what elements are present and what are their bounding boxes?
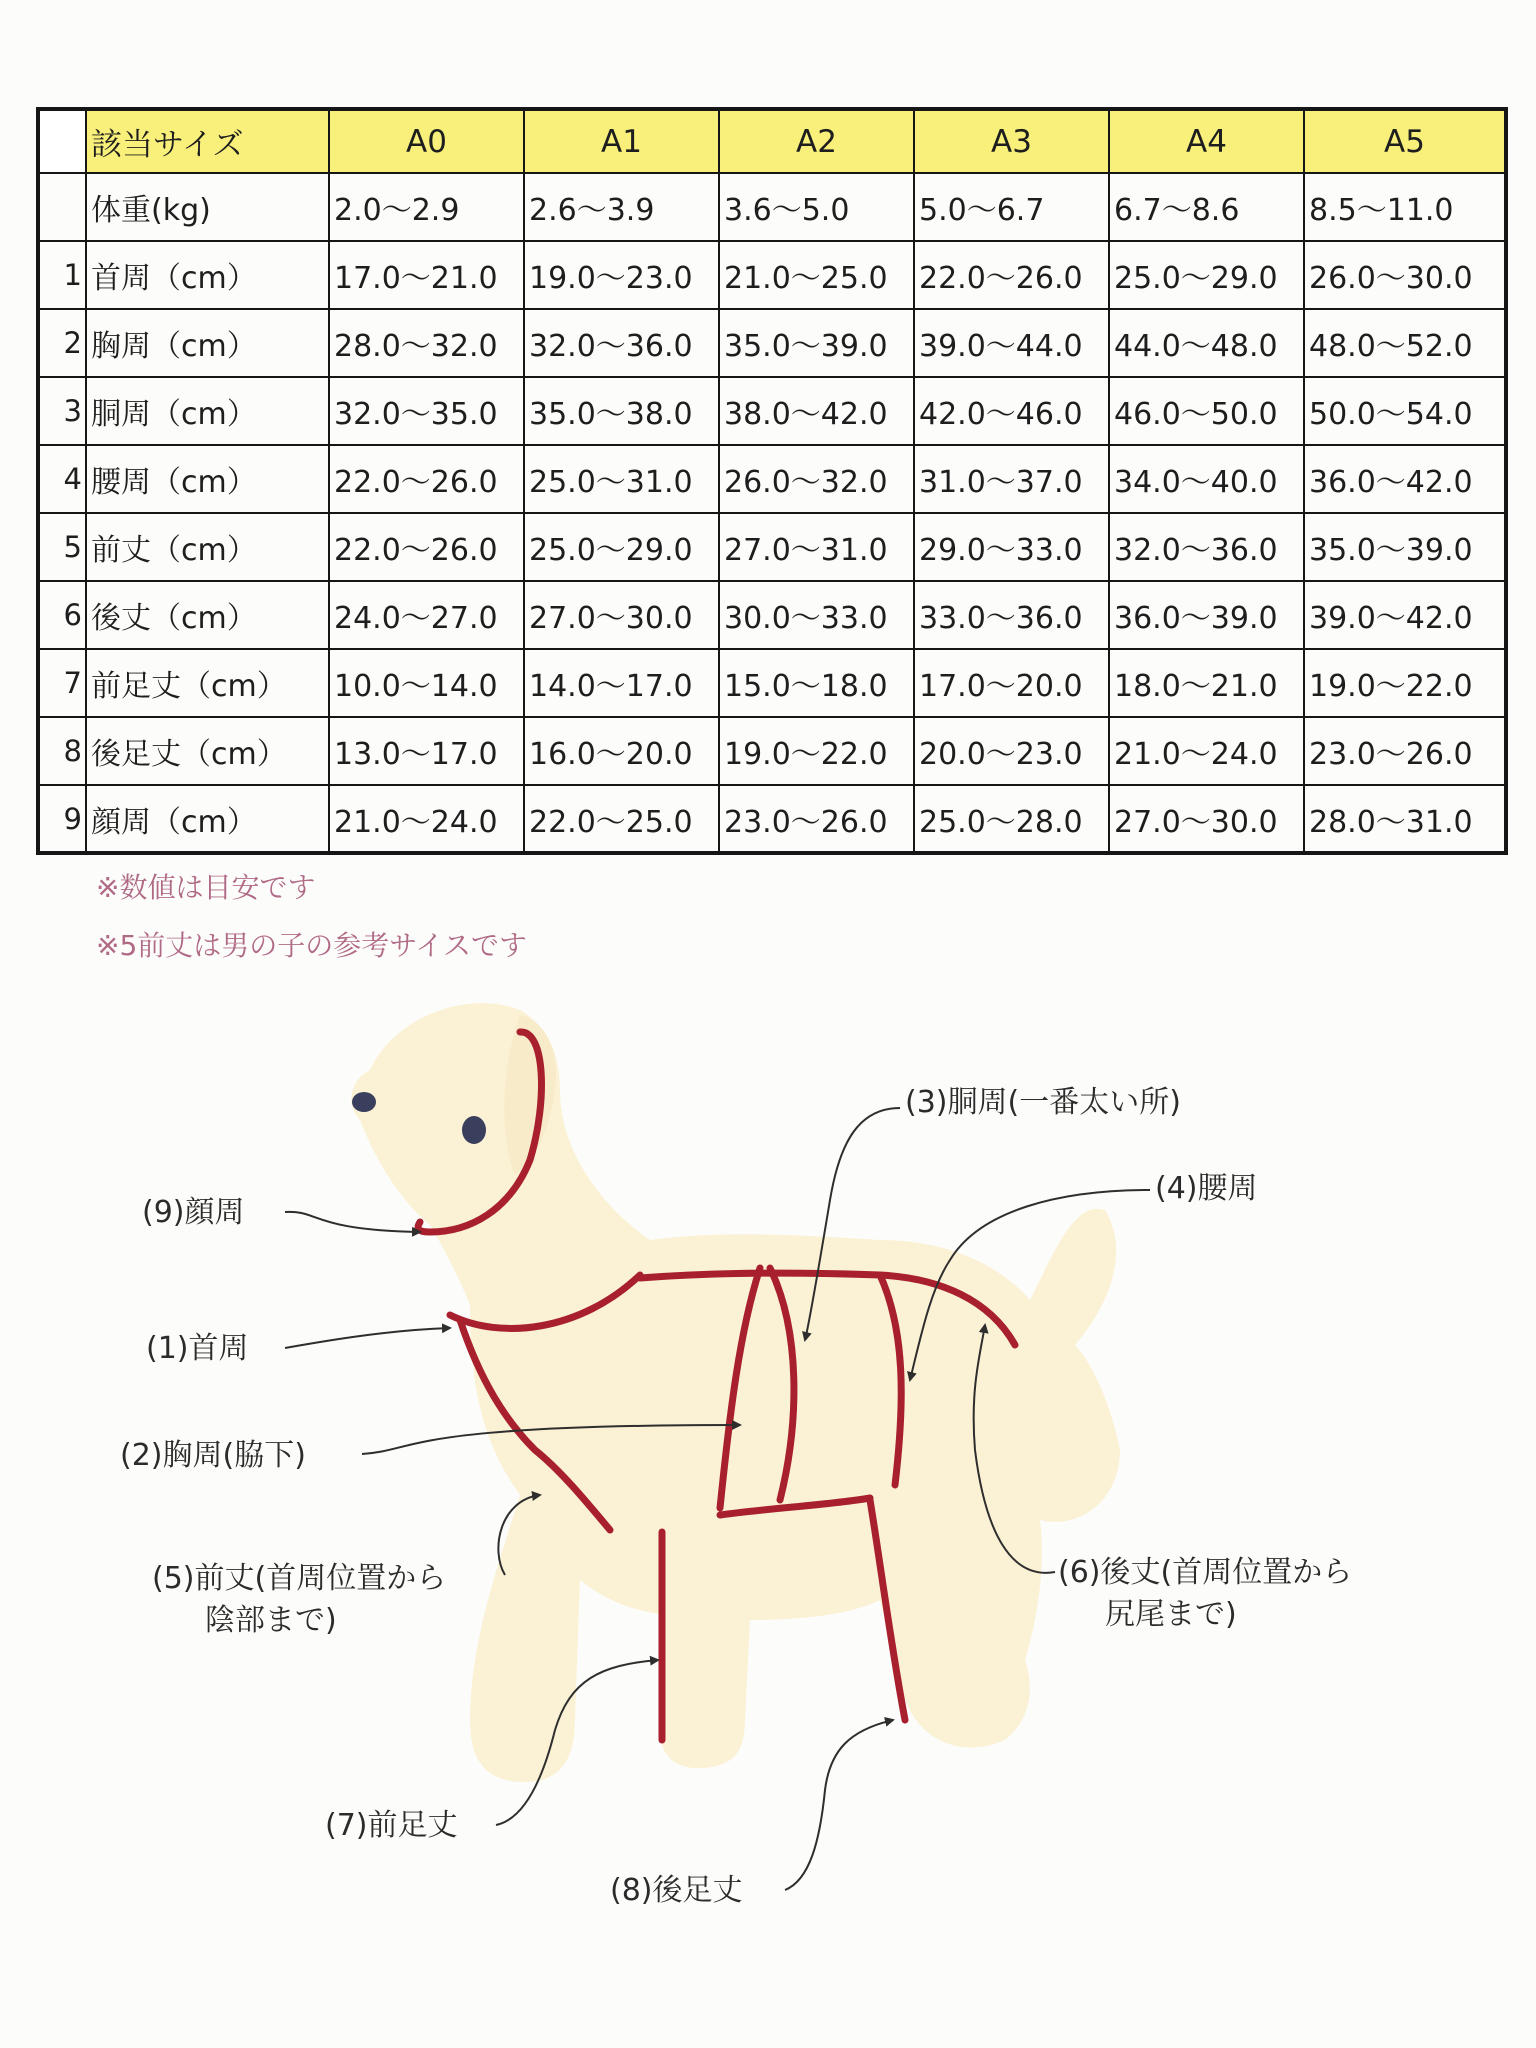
weight-value: 2.0〜2.9 — [329, 173, 524, 241]
measurement-value: 35.0〜38.0 — [524, 377, 719, 445]
measurement-row — [38, 309, 1506, 377]
measurement-value: 42.0〜46.0 — [914, 377, 1109, 445]
measurement-value: 16.0〜20.0 — [524, 717, 719, 785]
measurement-row — [38, 513, 1506, 581]
measurement-value: 25.0〜29.0 — [1109, 241, 1304, 309]
label-back-length-2: 尻尾まで) — [1105, 1597, 1237, 1632]
measurement-row — [38, 377, 1506, 445]
weight-value: 3.6〜5.0 — [719, 173, 914, 241]
measurement-value: 19.0〜22.0 — [1304, 649, 1506, 717]
size-code-a4: A4 — [1109, 109, 1304, 173]
row-number: 3 — [38, 377, 86, 445]
measurement-label: 首周（cm） — [86, 241, 329, 309]
label-front-leg-length: (7)前足丈 — [325, 1808, 458, 1843]
measurement-value: 22.0〜25.0 — [524, 785, 719, 853]
size-code-a0: A0 — [329, 109, 524, 173]
row-number: 8 — [38, 717, 86, 785]
neck-pointer — [285, 1328, 450, 1348]
dog-eye — [462, 1116, 486, 1144]
measurement-value: 13.0〜17.0 — [329, 717, 524, 785]
measurement-value: 34.0〜40.0 — [1109, 445, 1304, 513]
measurement-label: 胸周（cm） — [86, 309, 329, 377]
measurement-value: 26.0〜30.0 — [1304, 241, 1506, 309]
face-pointer — [285, 1212, 420, 1232]
row-number: 7 — [38, 649, 86, 717]
measurement-value: 25.0〜31.0 — [524, 445, 719, 513]
weight-value: 8.5〜11.0 — [1304, 173, 1506, 241]
row-number: 5 — [38, 513, 86, 581]
label-face-circumference: (9)顔周 — [142, 1195, 245, 1230]
measurement-row — [38, 581, 1506, 649]
measurement-label: 前足丈（cm） — [86, 649, 329, 717]
measurement-value: 18.0〜21.0 — [1109, 649, 1304, 717]
measurement-value: 39.0〜44.0 — [914, 309, 1109, 377]
note-front-length: ※5前丈は男の子の参考サイスです — [96, 929, 528, 962]
measurement-value: 28.0〜31.0 — [1304, 785, 1506, 853]
measurement-row — [38, 241, 1506, 309]
label-chest-circumference: (2)胸周(脇下) — [120, 1438, 306, 1473]
measurement-row — [38, 445, 1506, 513]
measurement-value: 28.0〜32.0 — [329, 309, 524, 377]
corner-cell — [38, 109, 86, 173]
measurement-value: 35.0〜39.0 — [1304, 513, 1506, 581]
row-number: 9 — [38, 785, 86, 853]
size-code-a1: A1 — [524, 109, 719, 173]
size-header-label: 該当サイズ — [86, 109, 329, 173]
measurement-value: 15.0〜18.0 — [719, 649, 914, 717]
dog-measurement-diagram — [0, 960, 1536, 2048]
measurement-value: 10.0〜14.0 — [329, 649, 524, 717]
measurement-value: 19.0〜22.0 — [719, 717, 914, 785]
measurement-value: 21.0〜24.0 — [1109, 717, 1304, 785]
row-number: 6 — [38, 581, 86, 649]
measurement-value: 25.0〜28.0 — [914, 785, 1109, 853]
dog-nose — [352, 1092, 376, 1112]
weight-row — [38, 173, 1506, 241]
measurement-label: 前丈（cm） — [86, 513, 329, 581]
measurement-value: 29.0〜33.0 — [914, 513, 1109, 581]
measurement-value: 23.0〜26.0 — [1304, 717, 1506, 785]
weight-row-label: 体重(kg) — [86, 173, 329, 241]
measurement-value: 22.0〜26.0 — [914, 241, 1109, 309]
measurement-value: 39.0〜42.0 — [1304, 581, 1506, 649]
weight-value: 2.6〜3.9 — [524, 173, 719, 241]
size-chart-body — [38, 109, 1506, 853]
measurement-value: 33.0〜36.0 — [914, 581, 1109, 649]
measurement-value: 26.0〜32.0 — [719, 445, 914, 513]
label-front-length-2: 陰部まで) — [205, 1603, 337, 1638]
size-code-a3: A3 — [914, 109, 1109, 173]
measurement-label: 胴周（cm） — [86, 377, 329, 445]
measurement-value: 50.0〜54.0 — [1304, 377, 1506, 445]
weight-value: 5.0〜6.7 — [914, 173, 1109, 241]
size-chart-table — [36, 107, 1508, 855]
measurement-value: 22.0〜26.0 — [329, 513, 524, 581]
measurement-row — [38, 717, 1506, 785]
measurement-value: 38.0〜42.0 — [719, 377, 914, 445]
measurement-value: 20.0〜23.0 — [914, 717, 1109, 785]
label-front-length-1: (5)前丈(首周位置から — [152, 1561, 447, 1596]
row-number: 1 — [38, 241, 86, 309]
measurement-value: 35.0〜39.0 — [719, 309, 914, 377]
measurement-value: 21.0〜24.0 — [329, 785, 524, 853]
row-number: 2 — [38, 309, 86, 377]
measurement-value: 14.0〜17.0 — [524, 649, 719, 717]
measurement-value: 30.0〜33.0 — [719, 581, 914, 649]
measurement-value: 25.0〜29.0 — [524, 513, 719, 581]
measurement-value: 31.0〜37.0 — [914, 445, 1109, 513]
measurement-label: 顔周（cm） — [86, 785, 329, 853]
measurement-value: 22.0〜26.0 — [329, 445, 524, 513]
label-back-length-1: (6)後丈(首周位置から — [1058, 1555, 1353, 1590]
measurement-value: 17.0〜20.0 — [914, 649, 1109, 717]
measurement-label: 腰周（cm） — [86, 445, 329, 513]
weight-row-num — [38, 173, 86, 241]
measurement-value: 19.0〜23.0 — [524, 241, 719, 309]
measurement-value: 27.0〜30.0 — [524, 581, 719, 649]
weight-value: 6.7〜8.6 — [1109, 173, 1304, 241]
measurement-value: 23.0〜26.0 — [719, 785, 914, 853]
measurement-value: 36.0〜42.0 — [1304, 445, 1506, 513]
row-number: 4 — [38, 445, 86, 513]
size-code-a5: A5 — [1304, 109, 1506, 173]
measurement-value: 17.0〜21.0 — [329, 241, 524, 309]
measurement-value: 27.0〜30.0 — [1109, 785, 1304, 853]
measurement-value: 36.0〜39.0 — [1109, 581, 1304, 649]
measurement-value: 21.0〜25.0 — [719, 241, 914, 309]
measurement-row — [38, 649, 1506, 717]
measurement-row — [38, 785, 1506, 853]
measurement-value: 46.0〜50.0 — [1109, 377, 1304, 445]
back-leg-pointer — [785, 1720, 893, 1890]
measurement-label: 後丈（cm） — [86, 581, 329, 649]
label-neck-circumference: (1)首周 — [146, 1331, 249, 1366]
label-back-leg-length: (8)後足丈 — [610, 1873, 743, 1908]
measurement-value: 48.0〜52.0 — [1304, 309, 1506, 377]
label-waist-circumference: (4)腰周 — [1155, 1171, 1258, 1206]
measurement-value: 32.0〜36.0 — [1109, 513, 1304, 581]
size-header-row — [38, 109, 1506, 173]
size-code-a2: A2 — [719, 109, 914, 173]
label-body-circumference: (3)胴周(一番太い所) — [905, 1085, 1181, 1120]
measurement-value: 32.0〜36.0 — [524, 309, 719, 377]
measurement-value: 27.0〜31.0 — [719, 513, 914, 581]
measurement-value: 32.0〜35.0 — [329, 377, 524, 445]
measurement-label: 後足丈（cm） — [86, 717, 329, 785]
measurement-value: 24.0〜27.0 — [329, 581, 524, 649]
measurement-value: 44.0〜48.0 — [1109, 309, 1304, 377]
note-estimate: ※数値は目安です — [96, 871, 316, 904]
